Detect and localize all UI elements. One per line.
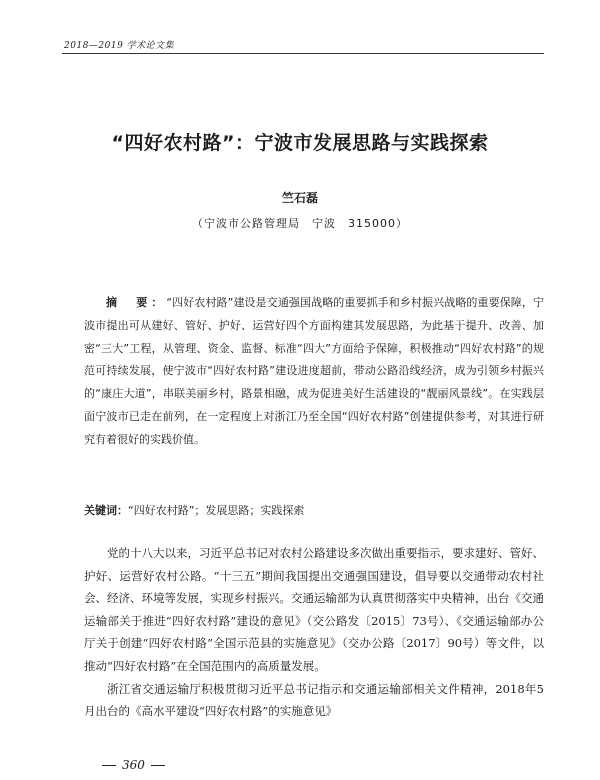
page-number-value: 360 bbox=[122, 758, 145, 772]
author-name: 竺石磊 bbox=[281, 191, 318, 205]
abstract-label: 摘 要： bbox=[106, 296, 167, 309]
keywords-label: 关键词： bbox=[84, 504, 128, 517]
body-paragraph: 浙江省交通运输厅积极贯彻习近平总书记指示和交通运输部相关文件精神，2018年5月出台的《高水平建设“四好农村路”的实施意见》 bbox=[84, 681, 544, 719]
body-paragraph: 党的十八大以来，习近平总书记对农村公路建设多次做出重要指示，要求建好、管好、护好、运营好农村公路。“十三五”期间我国提出交通强国建设，倡导要以交通带动农村社会、经济、环境等发展，实现乡村振兴。交通运输部为认真贯彻落实中央精神，出台《交通运输部关于推进“四好农村路”建设的意见》（交公路发〔2015〕73号）、《交通运输部办公厅关于创建“四好农村路”全国示范县的实施意见》（交办公路〔2017〕90号）等文件，以推动“四好农村路”在全国范围内的高质量发展。 bbox=[84, 546, 544, 673]
keywords-text: “四好农村路”；发展思路；实践探索 bbox=[128, 504, 305, 517]
abstract-text: “四好农村路”建设是交通强国战略的重要抓手和乡村振兴战略的重要保障，宁波市提出可从建好、管好、护好、运营好四个方面构建其发展思路，为此基于提升、改善、加密“三大”工程，从管理、资金、监督、标准“四大”方面给予保障，积极推动“四好农村路”的规范可持续发展，使宁波市“四好农村路”建设进度超前，带动公路沿线经济，成为引领乡村振兴的“康庄大道”，串联美丽乡村，路景相融，成为促进美好生活建设的“靓丽风景线”。在实践层面宁波市已走在前列，在一定程度上对浙江乃至全国“四好农村路”创建提供参考，对其进行研究有着很好的实践价值。 bbox=[84, 296, 545, 446]
abstract bbox=[84, 292, 544, 452]
page-number bbox=[96, 758, 171, 772]
page-number-dash-left bbox=[102, 765, 116, 766]
paper-title: “四好农村路”：宁波市发展思路与实践探索 bbox=[111, 132, 489, 154]
keywords bbox=[84, 500, 544, 522]
running-head: 2018—2019 学术论文集 bbox=[64, 41, 175, 51]
author-affiliation: （宁波市公路管理局 宁波 315000） bbox=[192, 217, 408, 230]
body-text bbox=[84, 542, 544, 723]
page-number-dash-right bbox=[151, 765, 165, 766]
header-rule bbox=[62, 53, 544, 54]
